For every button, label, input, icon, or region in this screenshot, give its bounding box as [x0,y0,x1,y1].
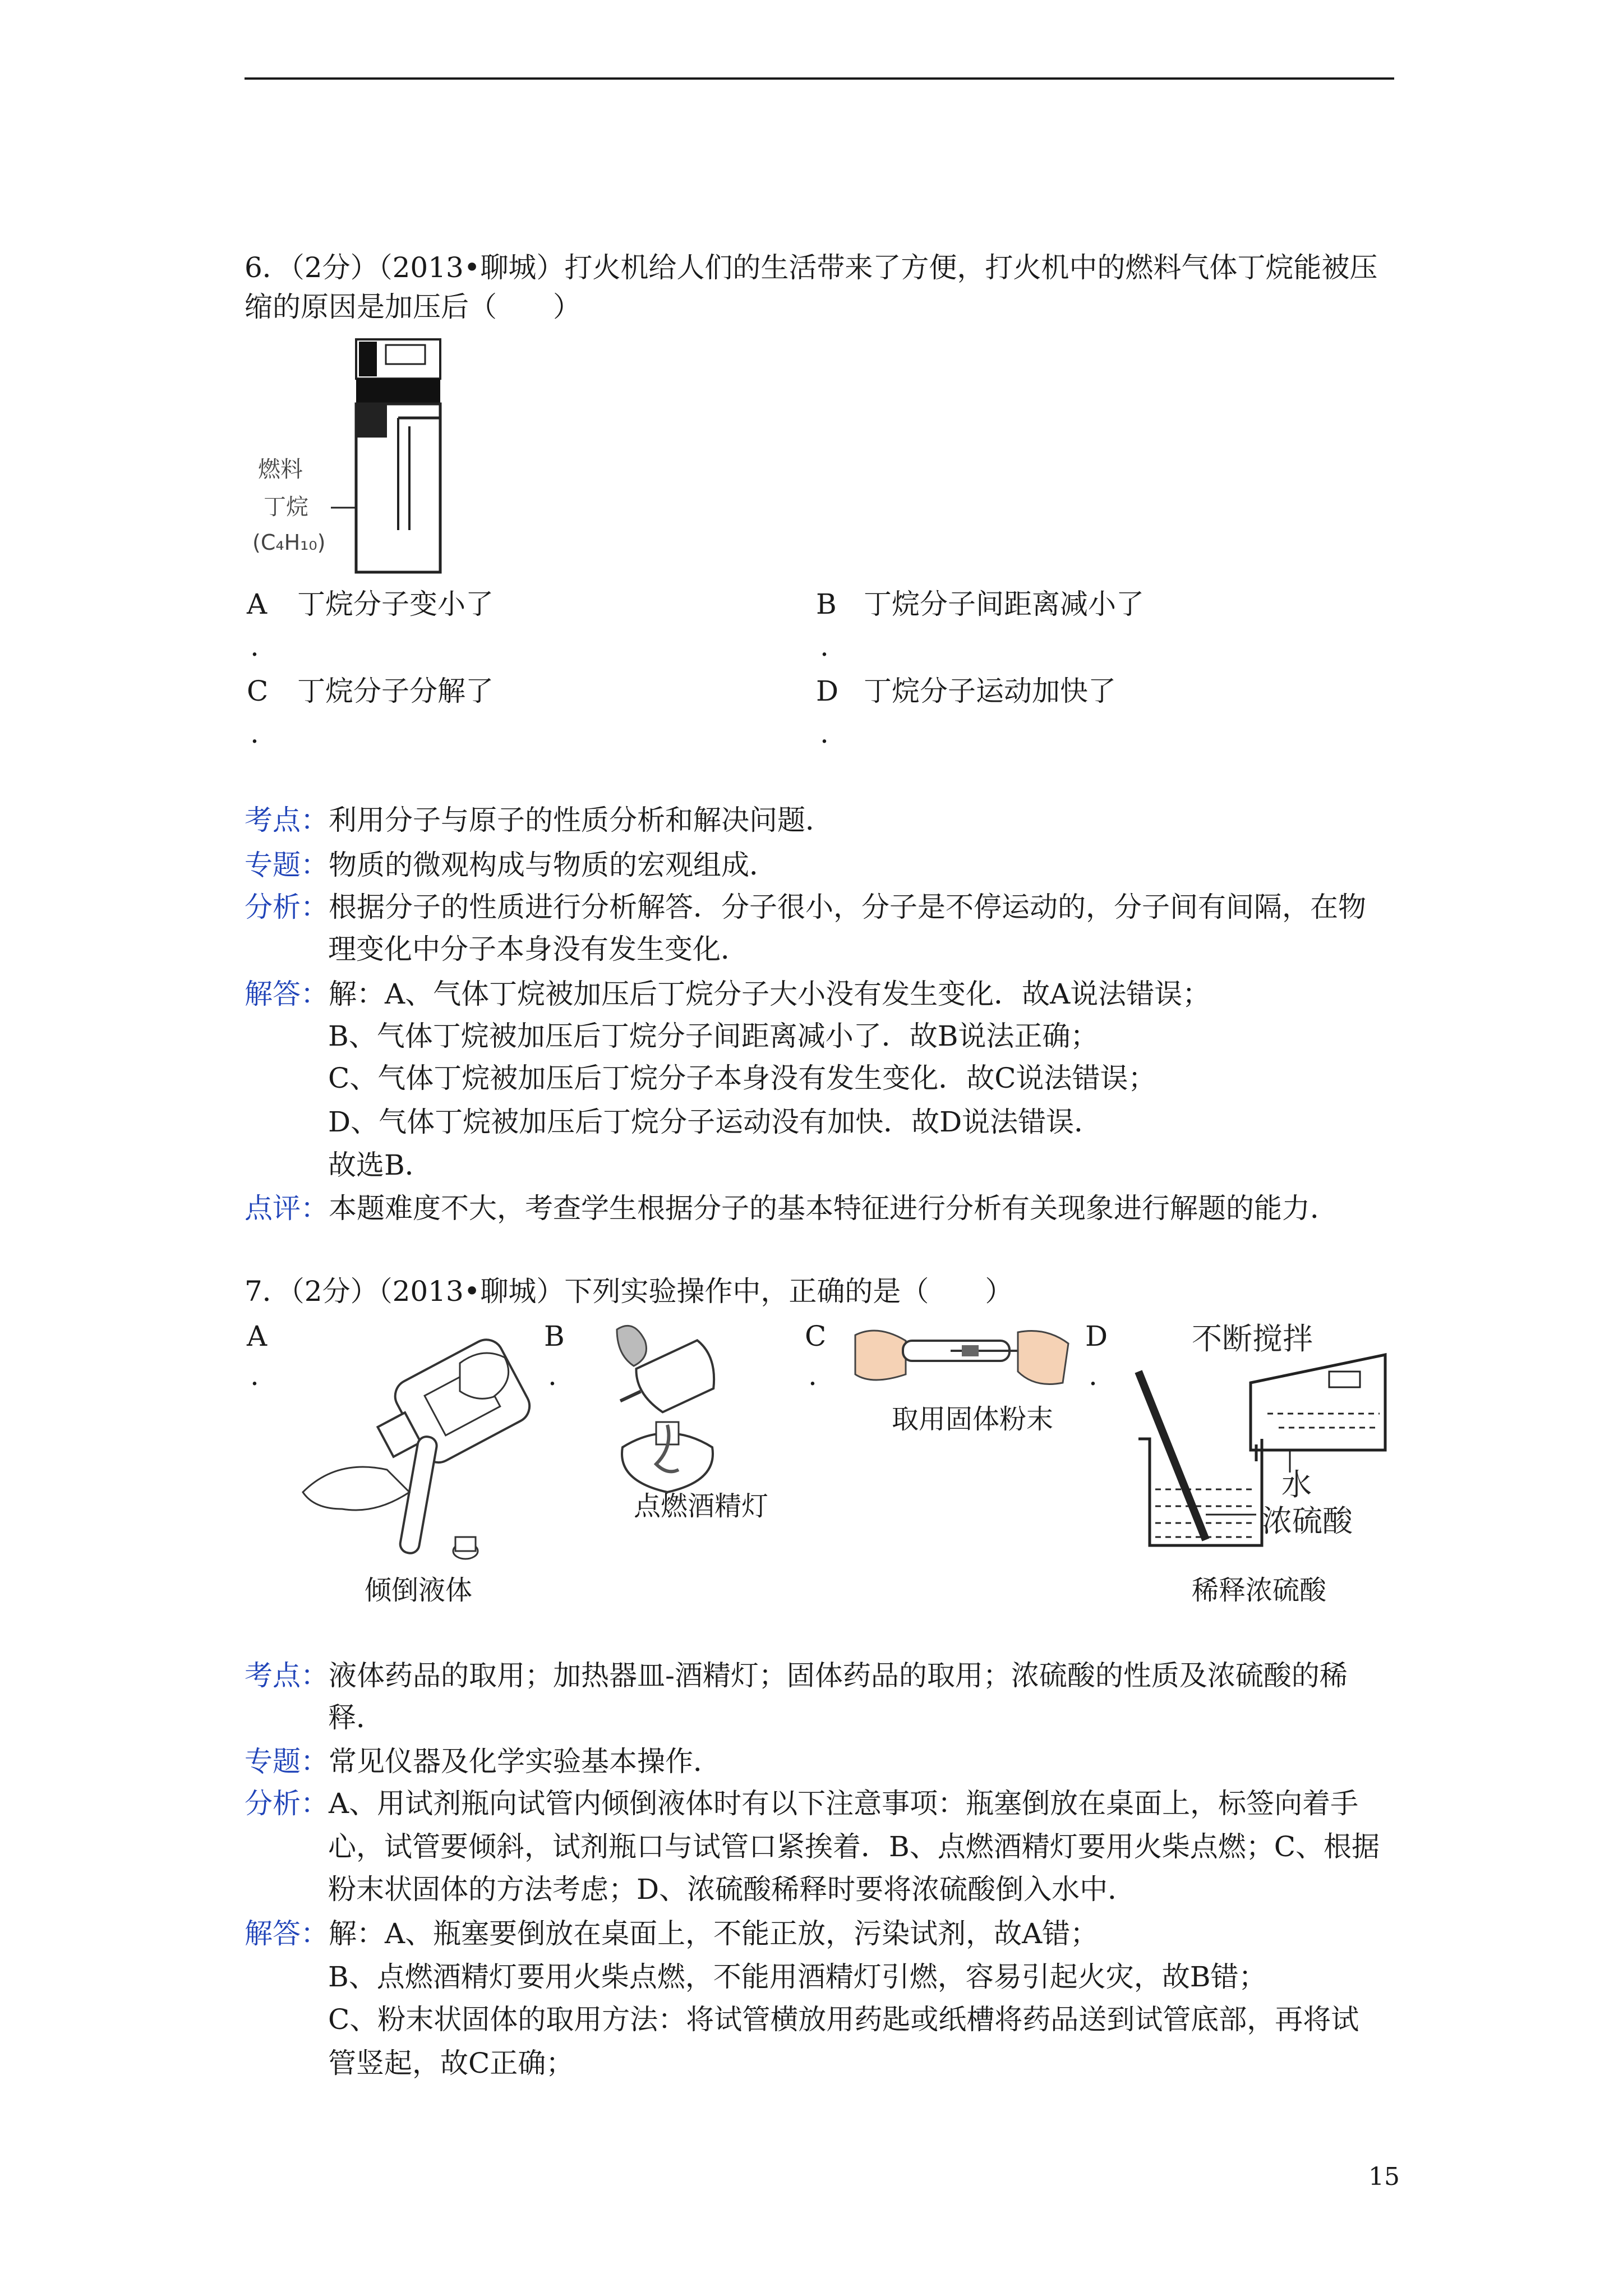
q7-option-c-letter[interactable]: C [805,1320,827,1352]
q6-dianping-text: 本题难度不大，考查学生根据分子的基本特征进行分析有关现象进行解题的能力． [329,1192,1338,1225]
q6-fenxi-tag: 分析： [245,891,329,923]
q7-kaodian-tag: 考点： [245,1659,329,1692]
q7-jieda [245,1916,1098,1952]
q6-dianping-tag: 点评： [245,1192,329,1225]
q6-jieda-1: 解：A、气体丁烷被加压后丁烷分子大小没有发生变化．故A说法错误； [329,978,1211,1010]
q6-zhuanti-tag: 专题： [245,849,329,881]
q7-fenxi-1: A、用试剂瓶向试管内倾倒液体时有以下注意事项：瓶塞倒放在桌面上，标签向着手 [329,1787,1359,1820]
q7-option-a-letter[interactable]: A [247,1320,268,1352]
q7-fenxi-2: 心，试管要倾斜，试剂瓶口与试管口紧挨着．B、点燃酒精灯要用火柴点燃；C、根据 [328,1830,1380,1863]
figure-d-dilute-acid [1122,1315,1396,1562]
option-b-text[interactable]: 丁烷分子间距离减小了 [864,588,1144,620]
q7-option-c-dot: . [808,1359,817,1392]
q6-jieda-2: B、气体丁烷被加压后丁烷分子间距离减小了．故B说法正确； [328,1020,1099,1052]
figure-b-alcohol-lamp [583,1318,751,1503]
q7-kaodian-1: 液体药品的取用；加热器皿-酒精灯；固体药品的取用；浓硫酸的性质及浓硫酸的稀 [329,1659,1348,1692]
option-a-dot: . [250,630,259,662]
q7-jieda-2: B、点燃酒精灯要用火柴点燃，不能用酒精灯引燃，容易引起火灾，故B错； [328,1961,1267,1993]
q7-fenxi-3: 粉末状固体的方法考虑；D、浓硫酸稀释时要将浓硫酸倒入水中． [328,1873,1136,1906]
q6-fenxi-2: 理变化中分子本身没有发生变化． [328,933,749,965]
figure-a-pouring-liquid [292,1324,550,1571]
figure-a-caption: 倾倒液体 [365,1575,473,1606]
q6-dianping [245,1190,1338,1226]
option-b-letter: B [816,588,837,620]
q7-fenxi [245,1786,1358,1821]
q6-kaodian-tag: 考点： [245,804,329,836]
option-a-letter: A [247,588,268,620]
header-rule [245,77,1394,80]
q6-kaodian [245,802,833,838]
lighter-figure [247,334,449,581]
q6-zhuanti [245,847,777,883]
q6-jieda-3: C、气体丁烷被加压后丁烷分子本身没有发生变化．故C说法错误； [328,1062,1156,1094]
q7-zhuanti [245,1743,721,1779]
q7-option-b-letter[interactable]: B [544,1320,565,1352]
q7-zhuanti-tag: 专题： [245,1745,329,1778]
q7-jieda-1: 解：A、瓶塞要倒放在桌面上，不能正放，污染试剂，故A错； [329,1917,1099,1950]
q6-stem-line1: 6．（2分）（2013•聊城）打火机给人们的生活带来了方便，打火机中的燃料气体丁烷能被压 [245,251,1378,284]
option-d-text[interactable]: 丁烷分子运动加快了 [864,675,1116,707]
q6-zhuanti-text: 物质的微观构成与物质的宏观组成． [329,849,777,881]
q7-stem: 7．（2分）（2013•聊城）下列实验操作中，正确的是（ ） [245,1275,1013,1308]
q7-option-b-dot: . [548,1359,557,1392]
figure-b-caption: 点燃酒精灯 [634,1490,769,1522]
figure-d-label-water: 水 [1281,1467,1312,1502]
figure-c-solid-powder [850,1318,1074,1391]
q7-kaodian [245,1658,1348,1694]
lighter-label-formula: (C₄H₁₀) [252,530,326,555]
option-d-dot: . [820,717,829,749]
figure-d-label-stir: 不断搅拌 [1192,1321,1313,1356]
option-c-letter: C [247,675,269,707]
q6-fenxi [245,889,1366,925]
q7-fenxi-tag: 分析： [245,1787,329,1820]
page-number: 15 [1368,2162,1400,2191]
q6-kaodian-text: 利用分子与原子的性质分析和解决问题． [329,804,833,836]
q6-jieda-tag: 解答： [245,978,329,1010]
q7-jieda-4: 管竖起，故C正确； [328,2047,574,2079]
option-a-text[interactable]: 丁烷分子变小了 [297,588,494,620]
option-c-text[interactable]: 丁烷分子分解了 [297,675,494,707]
option-c-dot: . [250,717,259,749]
figure-d-label-acid: 浓硫酸 [1262,1503,1353,1539]
q7-zhuanti-text: 常见仪器及化学实验基本操作． [329,1745,721,1778]
q7-jieda-3: C、粉末状固体的取用方法：将试管横放用药匙或纸槽将药品送到试管底部，再将试 [328,2003,1359,2036]
q7-option-d-dot: . [1089,1359,1098,1392]
figure-d-caption: 稀释浓硫酸 [1192,1575,1327,1606]
lighter-label-butane: 丁烷 [264,494,308,520]
q7-jieda-tag: 解答： [245,1917,329,1950]
q6-jieda [245,976,1210,1012]
q7-option-a-dot: . [250,1359,259,1392]
q7-option-d-letter[interactable]: D [1085,1320,1108,1352]
option-b-dot: . [820,630,829,662]
q6-jieda-4: D、气体丁烷被加压后丁烷分子运动没有加快．故D说法错误． [328,1106,1103,1138]
q6-fenxi-1: 根据分子的性质进行分析解答．分子很小，分子是不停运动的，分子间有间隔，在物 [329,891,1366,923]
q6-stem-line2: 缩的原因是加压后（ ） [245,291,581,323]
figure-c-caption: 取用固体粉末 [892,1404,1054,1435]
q7-kaodian-2: 释． [328,1701,384,1734]
q6-jieda-5: 故选B． [328,1149,433,1181]
option-d-letter: D [816,675,839,707]
lighter-label-fuel: 燃料 [258,457,303,482]
